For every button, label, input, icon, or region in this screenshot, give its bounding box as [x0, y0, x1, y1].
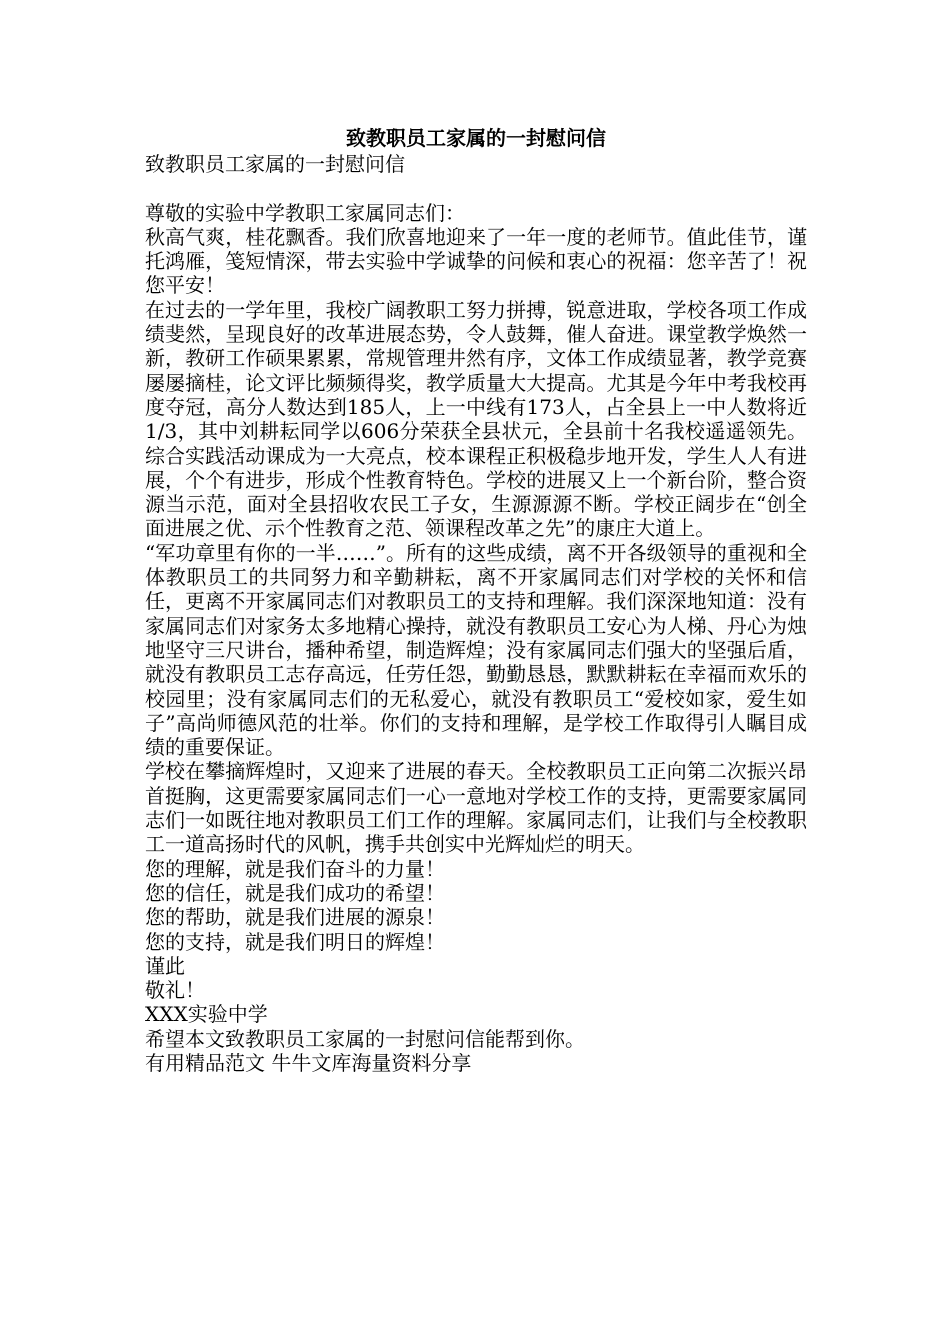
closing-line-help: 您的帮助，就是我们进展的源泉！ — [145, 905, 445, 930]
closing-line-support: 您的支持，就是我们明日的辉煌！ — [145, 929, 445, 954]
blank-line — [145, 176, 807, 200]
footer-hope: 希望本文致教职员工家属的一封慰问信能帮到你。 — [145, 1026, 585, 1051]
closing-line-trust: 您的信任，就是我们成功的希望！ — [145, 880, 445, 905]
closing-jingli: 敬礼！ — [145, 978, 205, 1003]
closing-jinci: 谨此 — [145, 953, 185, 978]
paragraph-greeting: 秋高气爽，桂花飘香。我们欣喜地迎来了一年一度的老师节。值此佳节，谨托鸿雁，笺短情深，带去实验中学诚挚的问候和衷心的祝福：您辛苦了！祝您平安！ — [145, 224, 807, 298]
document-title: 致教职员工家属的一封慰问信 — [346, 126, 606, 150]
paragraph-future: 学校在攀摘辉煌时，又迎来了进展的春天。全校教职员工正向第二次振兴昂首挺胸，这更需要家属同志们一心一意地对学校工作的支持，更需要家属同志们一如既往地对教职员工们工作的理解。家属同志们，让我们与全校教职工一道高扬时代的风帆，携手共创实中光辉灿烂的明天。 — [145, 759, 807, 857]
footer-source: 有用精品范文 牛牛文库海量资料分享 — [145, 1050, 472, 1075]
paragraph-achievements: 在过去的一学年里，我校广阔教职工努力拼搏，锐意进取，学校各项工作成绩斐然，呈现良好的改革进展态势，令人鼓舞，催人奋进。课堂教学焕然一新，教研工作硕果累累，常规管理井然有序，文体工作成绩显著，教学竞赛屡屡摘桂，论文评比频频得奖，教学质量大大提高。尤其是今年中考我校再度夺冠，高分人数达到185人，上一中线有173人，占全县上一中人数将近1/3，其中刘耕耘同学以606分荣获全县状元，全县前十名我校遥遥领先。综合实践活动课成为一大亮点，校本课程正积极稳步地开发，学生人人有进展，个个有进步，形成个性教育特色。学校的进展又上一个新台阶，整合资源当示范，面对全县招收农民工子女，生源源源不断。学校正阔步在“创全面进展之优、示个性教育之范、领课程改革之先”的康庄大道上。 — [145, 297, 807, 541]
signature-school: XXX实验中学 — [145, 1002, 268, 1027]
document-subtitle: 致教职员工家属的一封慰问信 — [145, 152, 405, 176]
paragraph-thanks: “军功章里有你的一半……”。所有的这些成绩，离不开各级领导的重视和全体教职员工的共同努力和辛勤耕耘，离不开家属同志们对学校的关怀和信任，更离不开家属同志们对教职员工的支持和理解。我们深深地知道：没有家属同志们对家务太多地精心操持，就没有教职员工安心为人梯、丹心为烛地坚守三尺讲台，播种希望，制造辉煌；没有家属同志们强大的坚强后盾，就没有教职员工志存高远，任劳任怨，勤勤恳恳，默默耕耘在幸福而欢乐的校园里；没有家属同志们的无私爱心，就没有教职员工“爱校如家，爱生如子”高尚师德风范的壮举。你们的支持和理解，是学校工作取得引人瞩目成绩的重要保证。 — [145, 540, 807, 760]
closing-line-understanding: 您的理解，就是我们奋斗的力量！ — [145, 856, 445, 881]
document-page — [145, 124, 807, 1075]
salutation: 尊敬的实验中学教职工家属同志们： — [145, 200, 465, 225]
